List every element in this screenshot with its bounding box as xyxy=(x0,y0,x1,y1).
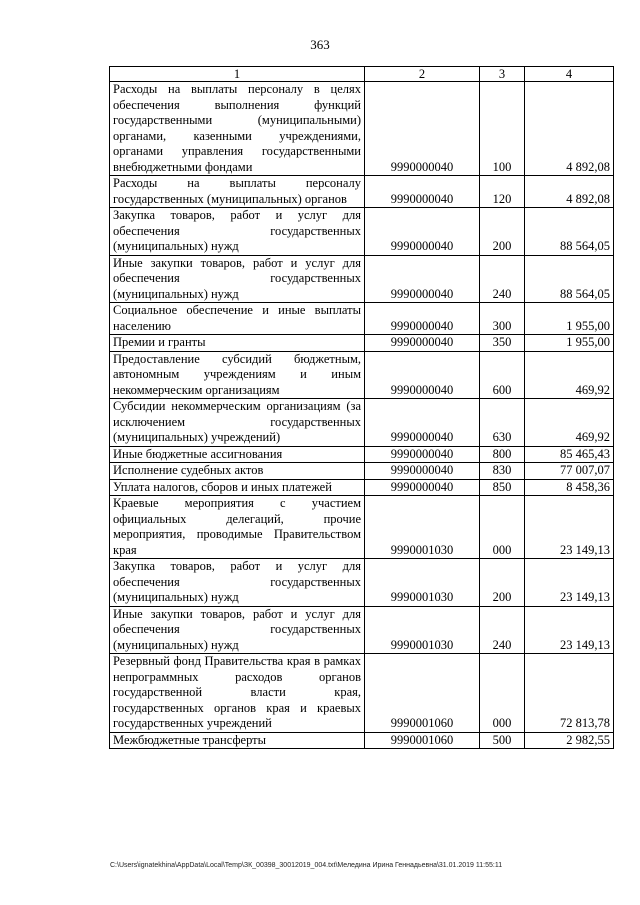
row-name: Межбюджетные трансферты xyxy=(110,732,365,749)
row-expense-type: 830 xyxy=(480,463,525,480)
row-name: Расходы на выплаты персоналу государственных (муниципальных) органов xyxy=(110,176,365,208)
row-target-code: 9990000040 xyxy=(365,399,480,447)
budget-table xyxy=(109,66,614,749)
row-name: Иные бюджетные ассигнования xyxy=(110,446,365,463)
row-target-code: 9990001030 xyxy=(365,606,480,654)
row-name: Предоставление субсидий бюджетным, автономным учреждениям и иным некоммерческим организациям xyxy=(110,351,365,399)
row-expense-type: 300 xyxy=(480,303,525,335)
table-row xyxy=(110,303,614,335)
header-col-2: 2 xyxy=(365,67,480,82)
page-number: 363 xyxy=(310,37,330,52)
row-amount: 88 564,05 xyxy=(525,255,614,303)
row-name: Иные закупки товаров, работ и услуг для обеспечения государственных (муниципальных) нужд xyxy=(110,606,365,654)
row-amount: 1 955,00 xyxy=(525,335,614,352)
row-target-code: 9990001030 xyxy=(365,559,480,607)
table-row xyxy=(110,82,614,176)
row-target-code: 9990000040 xyxy=(365,176,480,208)
table-row xyxy=(110,559,614,607)
row-target-code: 9990000040 xyxy=(365,351,480,399)
table-row xyxy=(110,479,614,496)
row-expense-type: 240 xyxy=(480,606,525,654)
row-name: Уплата налогов, сборов и иных платежей xyxy=(110,479,365,496)
row-target-code: 9990001060 xyxy=(365,654,480,733)
row-name: Резервный фонд Правительства края в рамках непрограммных расходов органов государственной власти края, государственных органов края и краевых государственных учреждений xyxy=(110,654,365,733)
row-target-code: 9990001030 xyxy=(365,496,480,559)
row-target-code: 9990000040 xyxy=(365,303,480,335)
row-target-code: 9990000040 xyxy=(365,255,480,303)
row-target-code: 9990000040 xyxy=(365,335,480,352)
row-expense-type: 600 xyxy=(480,351,525,399)
header-col-4: 4 xyxy=(525,67,614,82)
header-col-1: 1 xyxy=(110,67,365,82)
row-name: Расходы на выплаты персоналу в целях обеспечения выполнения функций государственными (муниципальными) органами, казенными учреждениями, органами управления государственными внебюджетными фондами xyxy=(110,82,365,176)
table-row xyxy=(110,606,614,654)
row-target-code: 9990000040 xyxy=(365,82,480,176)
row-target-code: 9990000040 xyxy=(365,208,480,256)
row-amount: 2 982,55 xyxy=(525,732,614,749)
table-row xyxy=(110,732,614,749)
row-name: Закупка товаров, работ и услуг для обеспечения государственных (муниципальных) нужд xyxy=(110,559,365,607)
row-amount: 23 149,13 xyxy=(525,496,614,559)
row-amount: 77 007,07 xyxy=(525,463,614,480)
row-amount: 4 892,08 xyxy=(525,82,614,176)
row-amount: 469,92 xyxy=(525,399,614,447)
row-name: Краевые мероприятия с участием официальных делегаций, прочие мероприятия, проводимые Правительством края xyxy=(110,496,365,559)
table-row xyxy=(110,654,614,733)
table-row xyxy=(110,463,614,480)
table-row xyxy=(110,446,614,463)
row-expense-type: 120 xyxy=(480,176,525,208)
table-row xyxy=(110,255,614,303)
table-row xyxy=(110,496,614,559)
table-row xyxy=(110,208,614,256)
row-name: Иные закупки товаров, работ и услуг для обеспечения государственных (муниципальных) нужд xyxy=(110,255,365,303)
row-name: Исполнение судебных актов xyxy=(110,463,365,480)
row-name: Закупка товаров, работ и услуг для обеспечения государственных (муниципальных) нужд xyxy=(110,208,365,256)
row-amount: 23 149,13 xyxy=(525,606,614,654)
row-expense-type: 350 xyxy=(480,335,525,352)
file-path-footer: C:\Users\ignatekhina\AppData\Local\Temp\ЗК_00398_30012019_004.txt\Меледина Ирина Геннадьевна\31.01.2019 11:55:11 xyxy=(110,862,503,869)
row-expense-type: 200 xyxy=(480,559,525,607)
row-expense-type: 000 xyxy=(480,496,525,559)
row-target-code: 9990001060 xyxy=(365,732,480,749)
row-expense-type: 500 xyxy=(480,732,525,749)
row-amount: 72 813,78 xyxy=(525,654,614,733)
row-amount: 8 458,36 xyxy=(525,479,614,496)
row-amount: 469,92 xyxy=(525,351,614,399)
row-name: Субсидии некоммерческим организациям (за исключением государственных (муниципальных) учреждений) xyxy=(110,399,365,447)
table-row xyxy=(110,176,614,208)
row-expense-type: 240 xyxy=(480,255,525,303)
row-name: Социальное обеспечение и иные выплаты населению xyxy=(110,303,365,335)
row-amount: 23 149,13 xyxy=(525,559,614,607)
row-expense-type: 850 xyxy=(480,479,525,496)
header-col-3: 3 xyxy=(480,67,525,82)
row-expense-type: 200 xyxy=(480,208,525,256)
table-header-row xyxy=(110,67,614,82)
row-target-code: 9990000040 xyxy=(365,463,480,480)
row-expense-type: 100 xyxy=(480,82,525,176)
table-row xyxy=(110,335,614,352)
row-amount: 85 465,43 xyxy=(525,446,614,463)
row-target-code: 9990000040 xyxy=(365,479,480,496)
row-expense-type: 630 xyxy=(480,399,525,447)
row-target-code: 9990000040 xyxy=(365,446,480,463)
row-amount: 88 564,05 xyxy=(525,208,614,256)
row-amount: 1 955,00 xyxy=(525,303,614,335)
row-name: Премии и гранты xyxy=(110,335,365,352)
table-row xyxy=(110,399,614,447)
row-amount: 4 892,08 xyxy=(525,176,614,208)
table-row xyxy=(110,351,614,399)
row-expense-type: 000 xyxy=(480,654,525,733)
row-expense-type: 800 xyxy=(480,446,525,463)
